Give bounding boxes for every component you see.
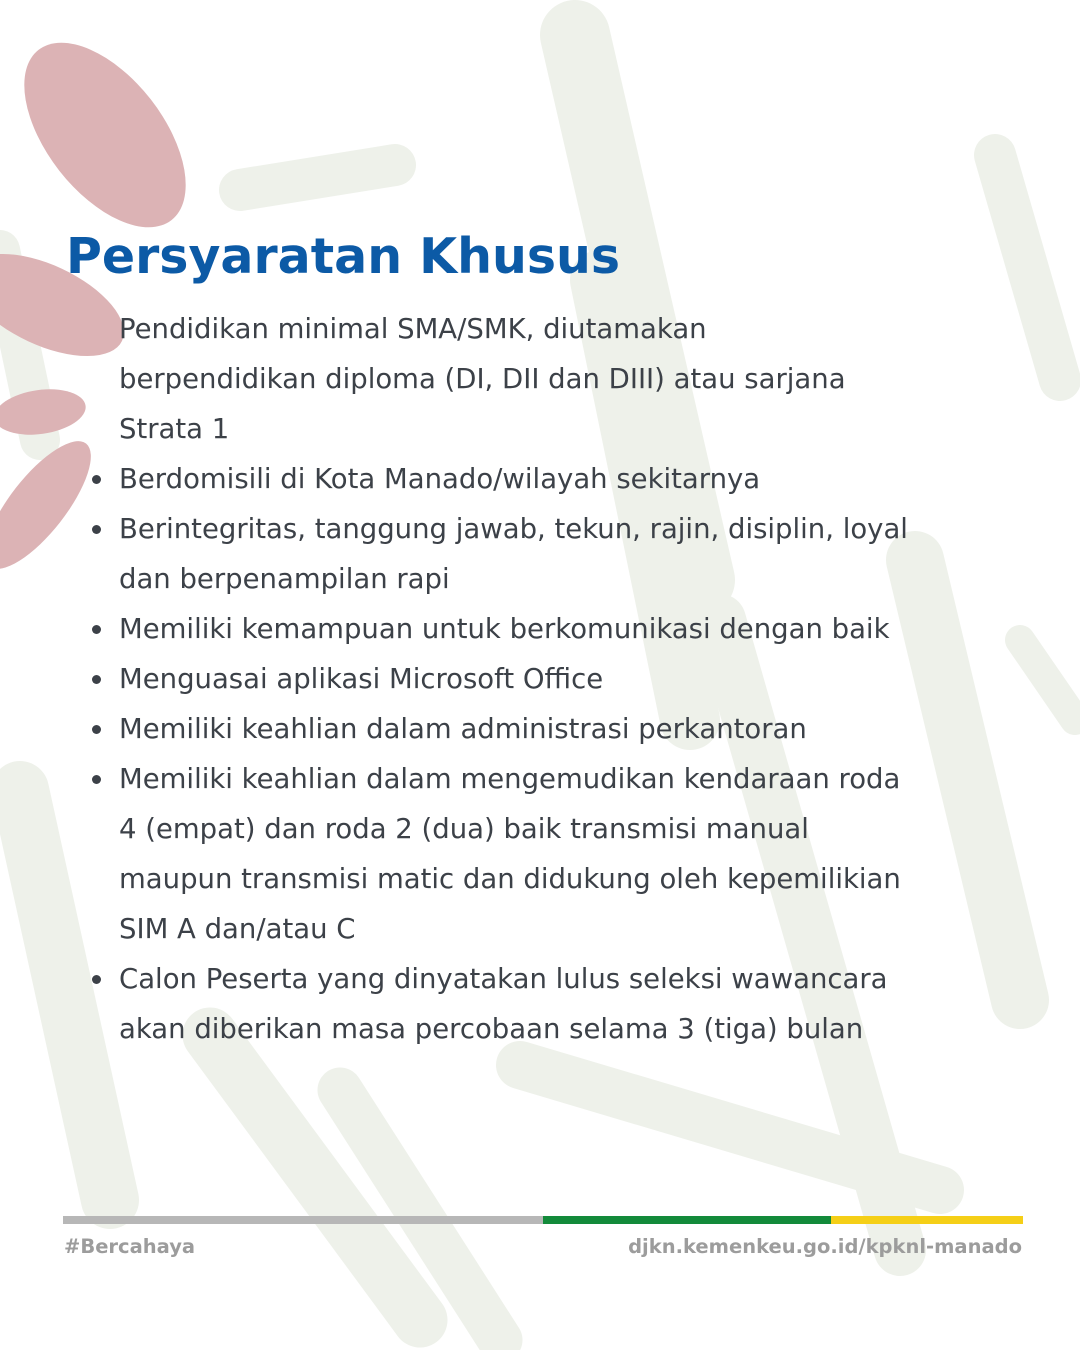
list-item-text: Memiliki kemampuan untuk berkomunikasi dengan baik (119, 613, 890, 645)
bullet-icon (92, 775, 101, 784)
list-item-text: maupun transmisi matic dan didukung oleh kepemilikian (119, 863, 901, 895)
footer-divider-yellow (831, 1216, 1023, 1224)
list-item (119, 454, 1054, 504)
list-item (119, 754, 1054, 954)
list-item (119, 504, 1054, 604)
list-item-text: Berintegritas, tanggung jawab, tekun, rajin, disiplin, loyal (119, 513, 908, 545)
bullet-icon (92, 675, 101, 684)
list-item-text: Strata 1 (119, 413, 230, 445)
footer-website: djkn.kemenkeu.go.id/kpknl-manado (628, 1235, 1022, 1258)
list-item-text: dan berpenampilan rapi (119, 563, 450, 595)
list-item (119, 704, 1054, 754)
footer-divider-green (543, 1216, 831, 1224)
footer-hashtag: #Bercahaya (64, 1235, 196, 1258)
list-item-text: Pendidikan minimal SMA/SMK, diutamakan (119, 313, 707, 345)
list-item-text: Memiliki keahlian dalam mengemudikan kendaraan roda (119, 763, 901, 795)
list-item-text: Menguasai aplikasi Microsoft Office (119, 663, 604, 695)
list-item-text: SIM A dan/atau C (119, 913, 356, 945)
list-item-text: Berdomisili di Kota Manado/wilayah sekitarnya (119, 463, 761, 495)
bullet-icon (92, 475, 101, 484)
list-item (119, 654, 1054, 704)
requirements-list (119, 304, 1054, 1054)
list-item (119, 304, 1054, 454)
bullet-icon (92, 625, 101, 634)
bullet-icon (92, 725, 101, 734)
list-item-text: Memiliki keahlian dalam administrasi perkantoran (119, 713, 807, 745)
bullet-icon (92, 975, 101, 984)
list-item-text: Calon Peserta yang dinyatakan lulus seleksi wawancara (119, 963, 888, 995)
list-item-text: 4 (empat) dan roda 2 (dua) baik transmisi manual (119, 813, 809, 845)
list-item (119, 954, 1054, 1054)
list-item-text: akan diberikan masa percobaan selama 3 (tiga) bulan (119, 1013, 864, 1045)
list-item-text: berpendidikan diploma (DI, DII dan DIII) atau sarjana (119, 363, 846, 395)
bullet-icon (92, 525, 101, 534)
footer-divider-gray (63, 1216, 543, 1224)
page-title: Persyaratan Khusus (66, 228, 621, 285)
list-item (119, 604, 1054, 654)
